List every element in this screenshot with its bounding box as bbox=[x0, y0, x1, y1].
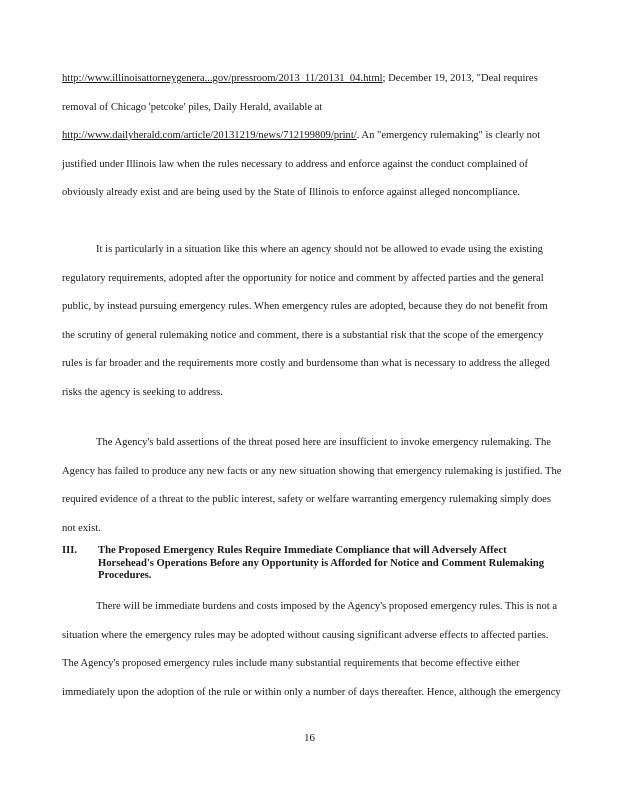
citation-text: ; December 19, 2013, "Deal requires removal of Chicago 'petcoke' piles, Daily Herald, available at bbox=[62, 73, 538, 113]
emergency-rulemaking-text: . An "emergency rulemaking" is clearly not justified under Illinois law when the rules necessary to address and enforce against the conduct complained of obviously already exist and are being used by the State of Illinois to enforce against alleged noncompliance. bbox=[62, 130, 541, 198]
daily-herald-link[interactable]: http://www.dailyherald.com/article/20131219/news/712199809/print/ bbox=[62, 130, 357, 141]
paragraph-bald-assertions: The Agency's bald assertions of the threat posed here are insufficient to invoke emergency rulemaking. The Agency has failed to produce any new facts or any new situation showing that emergency rulemaking is justified. The required evidence of a threat to the public interest, safety or welfare warranting emergency rulemaking simply does not exist. bbox=[62, 437, 562, 534]
page-number: 16 bbox=[304, 732, 315, 744]
attorney-general-link[interactable]: http://www.illinoisattorneygenera...gov/pressroom/2013_11/20131_04.html bbox=[62, 73, 383, 84]
section-title: The Proposed Emergency Rules Require Immediate Compliance that will Adversely Affect Horsehead's Operations Before any Opportunity is Afforded for Notice and Comment Rulemaking Procedures. bbox=[98, 545, 545, 581]
paragraph-agency-evasion: It is particularly in a situation like this where an agency should not be allowed to evade using the existing regulatory requirements, adopted after the opportunity for notice and comment by affected parties and the general public, by instead pursuing emergency rules. When emergency rules are adopted, because they do not benefit from the scrutiny of general rulemaking notice and comment, there is a substantial risk that the scope of the emergency rules is far broader and the requirements more costly and burdensome than what is necessary to address the alleged risks the agency is seeking to address. bbox=[62, 244, 550, 398]
paragraph-immediate-burdens: There will be immediate burdens and costs imposed by the Agency's proposed emergency rules. This is not a situation where the emergency rules may be adopted without causing significant adverse effects to affected parties. The Agency's proposed emergency rules include many substantial requirements that become effective either immediately upon the adoption of the rule or within only a number of days thereafter. Hence, although the emergency bbox=[62, 601, 561, 698]
paragraph-citation bbox=[62, 65, 562, 208]
section-number: III. bbox=[62, 545, 78, 556]
section-heading bbox=[62, 545, 562, 583]
